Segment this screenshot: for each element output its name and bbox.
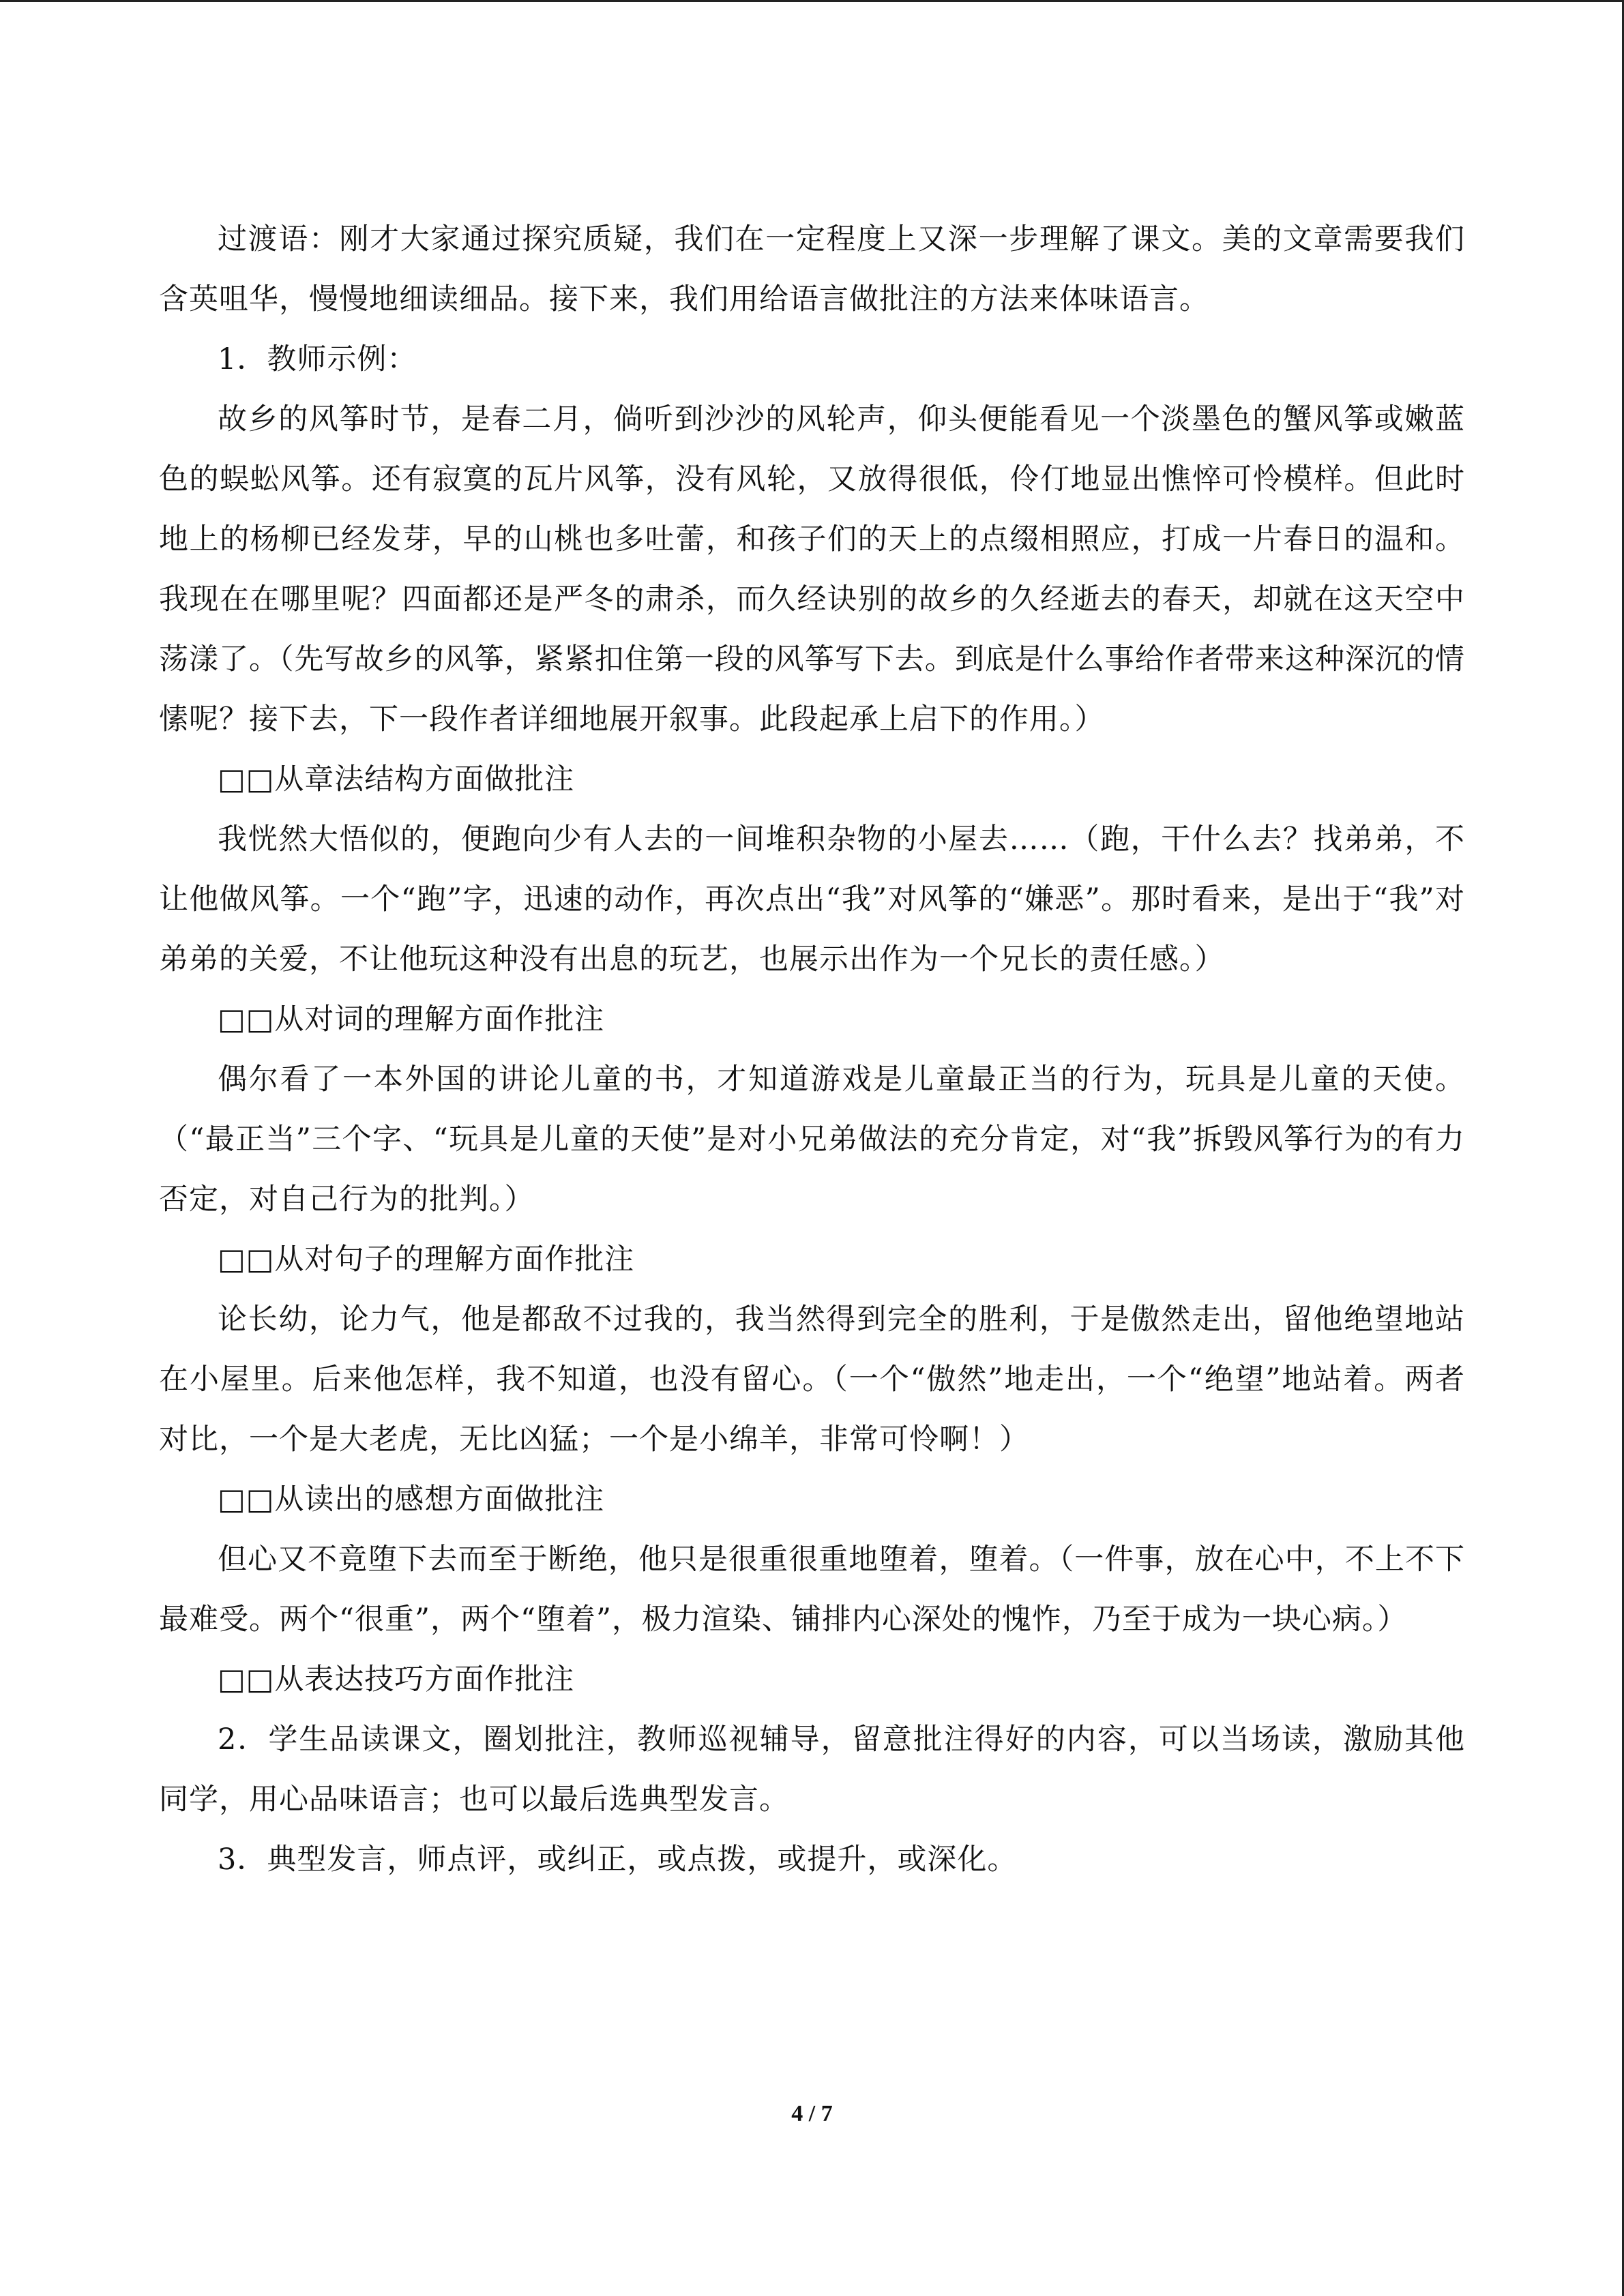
section-heading-teacher-example: 1．教师示例：: [218, 342, 417, 376]
example-paragraph-heavy-heart: 但心又不竟堕下去而至于断绝，他只是很重很重地堕着，堕着。（一件事，放在心中，不上不下最难受。两个“很重”，两个“堕着”，极力渲染、铺排内心深处的愧怍，乃至于成为一块心病。）: [159, 1542, 1465, 1637]
transition-paragraph: 过渡语：刚才大家通过探究质疑，我们在一定程度上又深一步理解了课文。美的文章需要我们含英咀华，慢慢地细读细品。接下来，我们用给语言做批注的方法来体味语言。: [159, 222, 1465, 316]
annotation-label-words: □□从对词的理解方面作批注: [218, 1002, 605, 1037]
document-body: [159, 209, 1465, 1890]
example-paragraph-children-book: 偶尔看了一本外国的讲论儿童的书，才知道游戏是儿童最正当的行为，玩具是儿童的天使。（“最正当”三个字、“玩具是儿童的天使”是对小兄弟做法的充分肯定，对“我”拆毁风筝行为的有力否定，对自己行为的批判。）: [159, 1062, 1465, 1217]
annotation-label-feelings: □□从读出的感想方面做批注: [218, 1482, 605, 1517]
annotation-label-techniques: □□从表达技巧方面作批注: [218, 1663, 575, 1697]
annotation-label-structure: □□从章法结构方面做批注: [218, 762, 575, 796]
example-paragraph-victory: 论长幼，论力气，他是都敌不过我的，我当然得到完全的胜利，于是傲然走出，留他绝望地站在小屋里。后来他怎样，我不知道，也没有留心。（一个“傲然”地走出，一个“绝望”地站着。两者对比，一个是大老虎，无比凶猛；一个是小绵羊，非常可怜啊！）: [159, 1302, 1465, 1457]
page-number: 4 / 7: [791, 2101, 833, 2126]
step-2-paragraph: 2．学生品读课文，圈划批注，教师巡视辅导，留意批注得好的内容，可以当场读，激励其他同学，用心品味语言；也可以最后选典型发言。: [159, 1723, 1465, 1817]
step-3-paragraph: 3．典型发言，师点评，或纠正，或点拨，或提升，或深化。: [218, 1843, 1018, 1877]
example-paragraph-running: 我恍然大悟似的，便跑向少有人去的一间堆积杂物的小屋去……（跑，干什么去？找弟弟，不让他做风筝。一个“跑”字，迅速的动作，再次点出“我”对风筝的“嫌恶”。那时看来，是出于“我”对弟弟的关爱，不让他玩这种没有出息的玩艺，也展示出作为一个兄长的责任感。）: [159, 822, 1465, 976]
annotation-label-sentences: □□从对句子的理解方面作批注: [218, 1242, 635, 1277]
example-paragraph-hometown-kites: 故乡的风筝时节，是春二月，倘听到沙沙的风轮声，仰头便能看见一个淡墨色的蟹风筝或嫩蓝色的蜈蚣风筝。还有寂寞的瓦片风筝，没有风轮，又放得很低，伶仃地显出憔悴可怜模样。但此时地上的杨柳已经发芽，早的山桃也多吐蕾，和孩子们的天上的点缀相照应，打成一片春日的温和。我现在在哪里呢？四面都还是严冬的肃杀，而久经诀别的故乡的久经逝去的春天，却就在这天空中荡漾了。（先写故乡的风筝，紧紧扣住第一段的风筝写下去。到底是什么事给作者带来这种深沉的情愫呢？接下去，下一段作者详细地展开叙事。此段起承上启下的作用。）: [159, 402, 1465, 736]
